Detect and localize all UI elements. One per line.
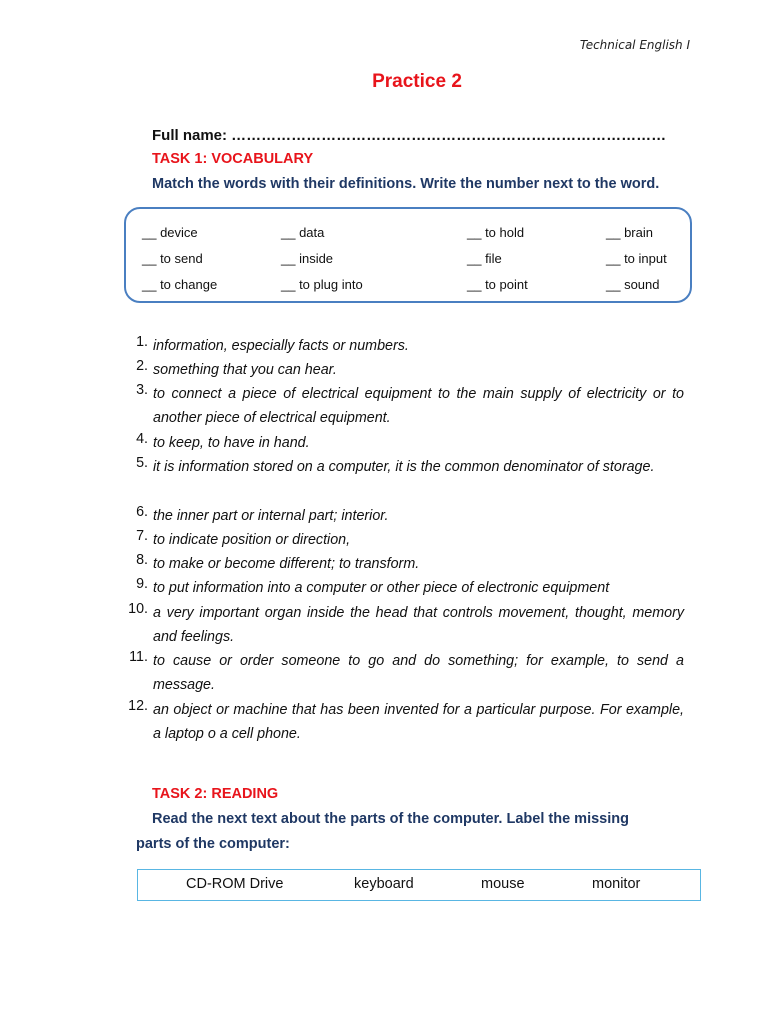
- word-item: __ to change: [142, 277, 218, 292]
- word-item: __ to point: [467, 277, 528, 292]
- definition-number: 12.: [128, 698, 148, 714]
- definition-number: 10.: [128, 601, 148, 617]
- full-name-field: Full name: ……………………………………………………………………………: [152, 127, 667, 144]
- definition-text: a very important organ inside the head that controls movement, thought, memory and feelings.: [153, 605, 684, 646]
- word-item: __ to input: [606, 251, 667, 266]
- word-option: CD-ROM Drive: [186, 876, 284, 892]
- word-item: __ brain: [606, 225, 653, 240]
- task1-heading: TASK 1: VOCABULARY: [152, 151, 314, 167]
- definition-text: to indicate position or direction,: [153, 532, 351, 548]
- definition-text: information, especially facts or numbers.: [153, 338, 409, 354]
- word-item: __ to send: [142, 251, 203, 266]
- definition-text: something that you can hear.: [153, 362, 337, 378]
- task1-instruction: Match the words with their definitions. Write the number next to the word.: [152, 176, 660, 192]
- word-item: __ to hold: [467, 225, 525, 240]
- word-option: mouse: [481, 876, 525, 892]
- definition-text: an object or machine that has been invented for a particular purpose. For example, a laptop o a cell phone.: [153, 702, 684, 743]
- word-item: __ to plug into: [281, 277, 363, 292]
- word-item: __ file: [467, 251, 502, 266]
- definition-number: 1.: [136, 334, 148, 350]
- definition-text: to put information into a computer or other piece of electronic equipment: [153, 580, 610, 596]
- word-option: monitor: [592, 876, 641, 892]
- task2-heading: TASK 2: READING: [152, 786, 279, 802]
- page-title: Practice 2: [372, 71, 462, 92]
- definition-number: 2.: [136, 358, 148, 374]
- definition-text: the inner part or internal part; interior.: [153, 508, 389, 524]
- definition-number: 7.: [136, 528, 148, 544]
- task2-instruction-line2: parts of the computer:: [136, 836, 290, 852]
- definition-text: to connect a piece of electrical equipment to the main supply of electricity or to another piece of electrical equipment.: [153, 386, 684, 427]
- definition-number: 5.: [136, 455, 148, 471]
- word-options-box: [137, 869, 701, 901]
- definition-text: to cause or order someone to go and do something; for example, to send a message.: [153, 653, 684, 694]
- definition-number: 4.: [136, 431, 148, 447]
- word-bank-box: [124, 207, 692, 303]
- definition-number: 6.: [136, 504, 148, 520]
- definition-text: it is information stored on a computer, it is the common denominator of storage.: [153, 459, 655, 475]
- definition-text: to make or become different; to transform.: [153, 556, 420, 572]
- definition-number: 8.: [136, 552, 148, 568]
- definition-number: 3.: [136, 382, 148, 398]
- word-item: __ sound: [606, 277, 660, 292]
- definition-text: to keep, to have in hand.: [153, 435, 310, 451]
- word-option: keyboard: [354, 876, 414, 892]
- definition-number: 11.: [129, 649, 148, 665]
- word-item: __ data: [281, 225, 325, 240]
- word-item: __ device: [142, 225, 198, 240]
- definition-number: 9.: [136, 576, 148, 592]
- task2-instruction-line1: Read the next text about the parts of the computer. Label the missing: [152, 811, 629, 827]
- course-header: Technical English I: [579, 38, 690, 52]
- word-item: __ inside: [281, 251, 334, 266]
